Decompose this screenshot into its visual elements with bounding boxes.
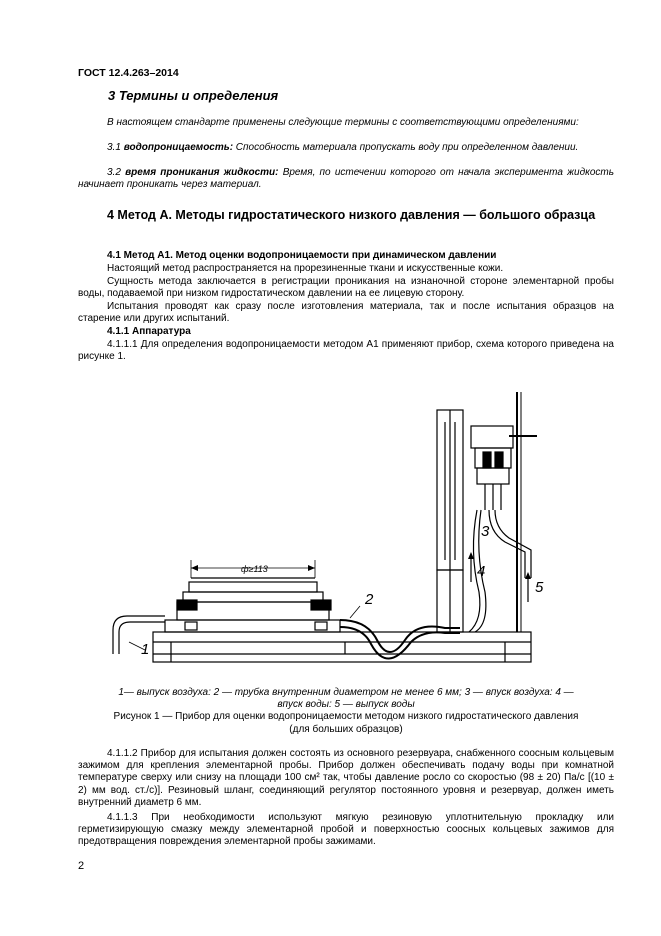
water-hose	[340, 620, 460, 659]
page-number: 2	[78, 860, 85, 872]
paragraph: 4.1.1.3 При необходимости используют мягкую резиновую уплотнительную прокладку или герметизирующую смазку между элементарной пробой и поверхностью соосных кольцевых зажимов для предотвращения повреждения элементарной пробы зажимами.	[78, 812, 614, 848]
legend-line: впуск воды: 5 — выпуск воды	[277, 699, 415, 711]
term-number: 3.1	[107, 142, 124, 153]
caption-line: (для больших образцов)	[289, 723, 403, 735]
paragraph: Настоящий метод распространяется на прорезиненные ткани и искусственные кожи.	[107, 263, 504, 274]
paragraph: 4.1.1.2 Прибор для испытания должен состоять из основного резервуара, снабженного соосным кольцевым зажимом для крепления элементарной пробы. Прибор должен обеспечивать подачу воды при комнатной температуре сверху или снизу на площади 100 см² так, чтобы давление росло со скоростью (98 ± 20) Па/с [(10 ± 2) мм вод. ст./с)]. Резиновый шланг, соединяющий регулятор постоянного уровня и резервуар, должен иметь внутренний диаметр 6 мм.	[78, 748, 614, 808]
air-outlet-tube	[113, 616, 165, 654]
document-header: ГОСТ 12.4.263–2014	[78, 67, 179, 79]
figure-label: 5	[535, 579, 544, 596]
apparatus-figure	[105, 392, 555, 682]
term-number: 3.2	[107, 167, 126, 178]
figure-legend	[78, 687, 614, 736]
section-3-title: 3 Термины и определения	[108, 88, 279, 103]
constant-level-tower	[437, 410, 463, 632]
figure-label: 1	[141, 641, 150, 658]
term-3-1	[78, 142, 614, 154]
subsection-4-1-1-title: 4.1.1 Аппаратура	[107, 326, 191, 337]
term-definition: Время, по истечении которого от начала эксперимента жидкость начинает проникать через материал.	[78, 167, 614, 191]
term-3-2	[78, 167, 614, 191]
legend-line: 1— выпуск воздуха: 2 — трубка внутренним диаметром не менее 6 мм; 3 — впуск воздуха: 4 —	[118, 687, 574, 698]
figure-label: 3	[481, 523, 490, 540]
term-name: время проникания жидкости:	[125, 167, 279, 178]
caption-line: Рисунок 1 — Прибор для оценки водопроницаемости методом низкого гидростатического давления	[113, 711, 579, 723]
paragraph: 4.1.1.1 Для определения водопроницаемости методом А1 применяют прибор, схема которого приведена на рисунке 1.	[78, 339, 614, 363]
figure-label: 2	[365, 591, 374, 608]
paragraph: Сущность метода заключается в регистрации проникания на изнаночной стороне элементарной пробы воды, подаваемой при низком гидростатическом давлении на ее лицевую сторону.	[78, 276, 614, 300]
section-4-title: 4 Метод А. Методы гидростатического низкого давления — большого образца	[107, 208, 596, 222]
section-3-intro: В настоящем стандарте применены следующие термины с соответствующими определениями:	[107, 117, 579, 128]
subsection-4-1-title: 4.1 Метод А1. Метод оценки водопроницаемости при динамическом давлении	[107, 250, 497, 261]
dimension-label: ф≥113	[241, 564, 268, 574]
paragraph: Испытания проводят как сразу после изготовления материала, так и после испытания образцов на старение или других испытаний.	[78, 301, 614, 325]
figure-label: 4	[477, 563, 486, 580]
base-plate	[153, 632, 531, 662]
term-definition: Способность материала пропускать воду при определенном давлении.	[233, 142, 579, 153]
reservoir	[165, 578, 340, 632]
term-name: водопроницаемость:	[123, 142, 234, 153]
